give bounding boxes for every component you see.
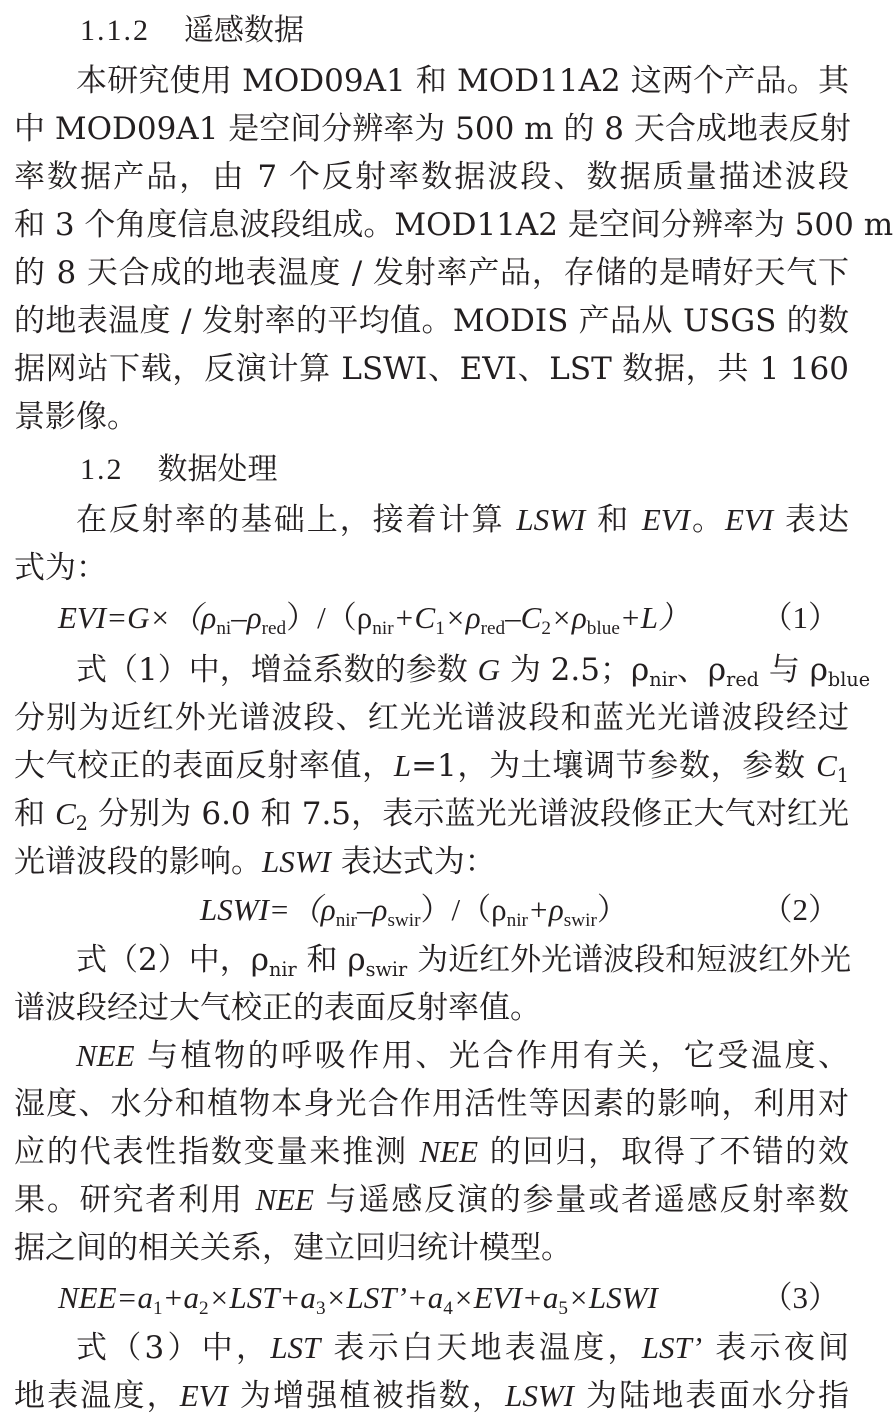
equation-1: $EVI=G\times(\rho_{ni}-\rho_{red})/(\rho_{nir}+C_1\times\rho_{red}-C_2\times\rho_{blue}+L)$ （1） xyxy=(58,596,839,640)
paragraph-line: 的地表温度 / 发射率的平均值。MODIS 产品从 USGS 的数 xyxy=(14,303,849,339)
paragraph-line: 景影像。 xyxy=(14,399,138,435)
equation-3: $NEE=a_1+a_2\times LST+a_3\times LST’+a_4\times EVI+a_5\times LSWI$ （3） xyxy=(58,1276,839,1320)
section-title: 遥感数据 xyxy=(184,13,304,48)
paragraph-line: 在反射率的基础上，接着计算 LSWI 和 EVI。EVI 表达 xyxy=(76,502,850,538)
paragraph-line: 地表温度，EVI 为增强植被指数，LSWI 为陆地表面水分指 xyxy=(14,1378,850,1414)
paragraph-line: 的 8 天合成的地表温度 / 发射率产品，存储的是晴好天气下 xyxy=(14,255,849,291)
paragraph-line: 率数据产品，由 7 个反射率数据波段、数据质量描述波段 xyxy=(14,159,849,195)
paragraph-line: 式（1）中，增益系数的参数 G 为 2.5；$\rho_{nir}$、$\rho_{red}$ 与 $\rho_{blue}$ xyxy=(76,652,871,691)
paragraph-line: 据之间的相关关系，建立回归统计模型。 xyxy=(14,1230,572,1266)
paragraph-line: 式为： xyxy=(14,550,107,586)
paragraph-line: 谱波段经过大气校正的表面反射率值。 xyxy=(14,990,541,1026)
section-number: 1.2 xyxy=(80,453,124,486)
paragraph-line: 光谱波段的影响。LSWI 表达式为： xyxy=(14,844,496,880)
paragraph-line: 中 MOD09A1 是空间分辨率为 500 m 的 8 天合成地表反射 xyxy=(14,111,851,147)
section-heading-1-2 xyxy=(80,448,849,492)
paragraph-line: 和 3 个角度信息波段组成。MOD11A2 是空间分辨率为 500 m xyxy=(14,207,893,243)
paragraph-line: 应的代表性指数变量来推测 NEE 的回归，取得了不错的效 xyxy=(14,1134,849,1170)
paragraph-line: 分别为近红外光谱波段、红光光谱波段和蓝光光谱波段经过 xyxy=(14,700,849,736)
paragraph-line: 果。研究者利用 NEE 与遥感反演的参量或者遥感反射率数 xyxy=(14,1182,849,1218)
paragraph-line: 湿度、水分和植物本身光合作用活性等因素的影响，利用对 xyxy=(14,1086,849,1122)
paragraph-line: 式（3）中，LST 表示白天地表温度，LST’ 表示夜间 xyxy=(76,1330,849,1366)
paragraph-line: 式（2）中，$\rho_{nir}$ 和 $\rho_{swir}$ 为近红外光谱波段和短波红外光 xyxy=(76,942,852,981)
equation-2: $LSWI=(\rho_{nir}-\rho_{swir})/(\rho_{nir}+\rho_{swir})$ （2） xyxy=(200,888,839,932)
paragraph-line: 大气校正的表面反射率值，L=1，为土壤调节参数，参数 $C_1$ xyxy=(14,748,850,787)
section-heading-1-1-2 xyxy=(80,9,849,53)
equation-number: （3） xyxy=(761,1280,839,1315)
equation-number: （1） xyxy=(761,600,839,635)
paragraph-line: NEE 与植物的呼吸作用、光合作用有关，它受温度、 xyxy=(76,1038,849,1074)
paragraph-line: 和 $C_2$ 分别为 6.0 和 7.5，表示蓝光光谱波段修正大气对红光 xyxy=(14,796,850,835)
section-number: 1.1.2 xyxy=(80,14,150,47)
section-title: 数据处理 xyxy=(157,452,278,487)
equation-number: （2） xyxy=(761,892,839,927)
paragraph-line: 本研究使用 MOD09A1 和 MOD11A2 这两个产品。其 xyxy=(76,63,849,99)
paragraph-line: 据网站下载，反演计算 LSWI、EVI、LST 数据，共 1 160 xyxy=(14,351,849,387)
